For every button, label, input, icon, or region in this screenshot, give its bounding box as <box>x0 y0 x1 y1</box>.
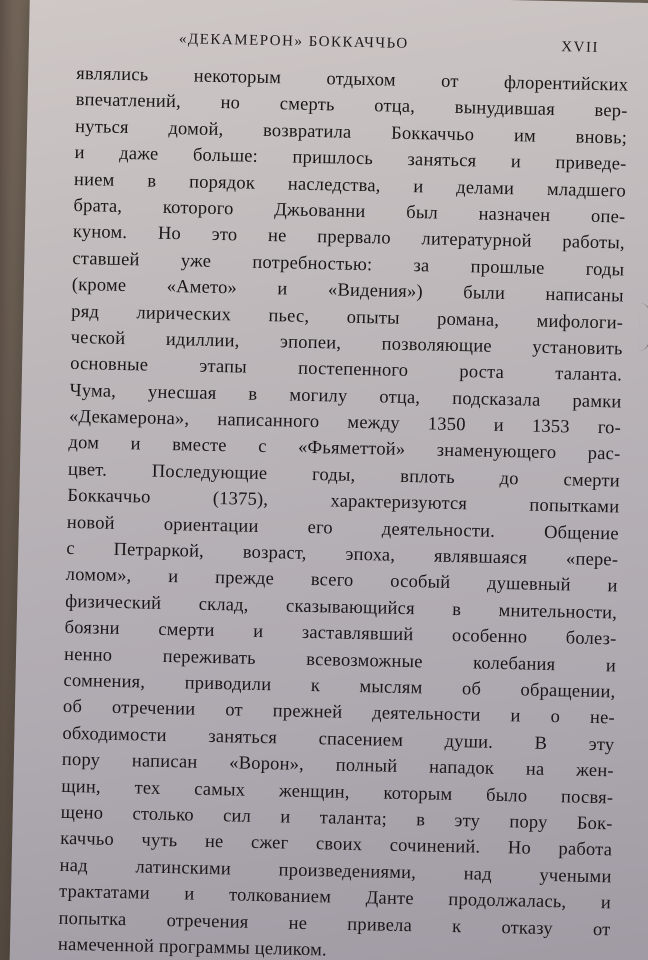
text-line: щин, тех самых женщин, которым было посвя- <box>61 776 614 808</box>
pencil-margin-mark <box>639 303 648 351</box>
text-line: над латинскими произведениями, над учеными <box>59 855 612 888</box>
text-line: дом и вместе с «Фьяметтой» знаменующего рас- <box>68 433 621 465</box>
text-line: обходимости заняться спасением души. В эту <box>62 723 615 756</box>
text-line: попытка отречения не привела к отказу от <box>58 908 611 940</box>
text-line: впечатлений, но смерть отца, вынудившая вер- <box>75 90 628 122</box>
text-line: ряд лирических пьес, опыты романа, мифологи- <box>71 301 624 334</box>
text-line: боязни смерти и заставлявший особенно болез- <box>64 618 617 650</box>
body-text <box>58 61 629 960</box>
text-line: являлись некоторым отдыхом от флорентийских <box>76 63 629 96</box>
book-page <box>9 0 648 960</box>
text-line: и даже больше: пришлось заняться и приведе- <box>74 143 627 175</box>
text-line: цвет. Последующие годы, вплоть до смерти <box>67 459 621 492</box>
text-line: ненно переживать всевозможные колебания и <box>63 644 617 677</box>
text-line: Боккаччьо (1375), характеризуются попытками <box>67 486 620 518</box>
text-line: физический склад, сказывающийся в мнительности, <box>64 591 618 624</box>
text-line: трактатами и толкованием Данте продолжалась, и <box>58 881 612 914</box>
text-line: брата, которого Джьованни был назначен опе- <box>73 195 626 228</box>
page-number: XVII <box>561 39 600 56</box>
running-head <box>179 31 599 57</box>
text-line: нуться домой, возвратила Боккаччьо им вновь; <box>74 116 628 149</box>
text-line: ческой идиллии, эпопеи, позволяющие установить <box>70 327 623 360</box>
text-line: пору написан «Ворон», полный нападок на жен- <box>61 749 614 782</box>
text-line: нием в порядок наследства, и делами младшего <box>73 169 627 202</box>
text-line: новой ориентации его деятельности. Общение <box>66 512 619 545</box>
text-line: основные этапы постепенного роста таланта. <box>69 354 623 386</box>
text-line: сомнения, приводили к мыслям об обращении, <box>63 670 616 703</box>
text-line: об отречении от прежней деятельности и о не- <box>62 697 616 729</box>
text-line: куном. Но это не прервало литературной работы, <box>72 222 626 254</box>
running-head-title: «ДЕКАМЕРОН» БОККАЧЧЬО <box>178 31 409 52</box>
text-line: (кроме «Амето» и «Видения») были написаны <box>71 275 624 307</box>
text-line: с Петраркой, возраст, эпоха, являвшаяся «пере- <box>66 538 619 571</box>
text-line: Чума, унесшая в могилу отца, подсказала рамки <box>69 380 622 413</box>
text-line: ставшей уже потребностью: за прошлые годы <box>72 248 625 281</box>
text-line: каччьо чуть не сжег своих сочинений. Но работа <box>60 829 613 861</box>
text-line: намеченной программы целиком. <box>57 934 328 960</box>
text-line: ломом», и прежде всего особый душевный и <box>65 565 618 597</box>
text-line: щено столько сил и таланта; в эту пору Бок- <box>60 802 613 835</box>
text-line: «Декамерона», написанного между 1350 и 1353 го- <box>68 406 622 439</box>
